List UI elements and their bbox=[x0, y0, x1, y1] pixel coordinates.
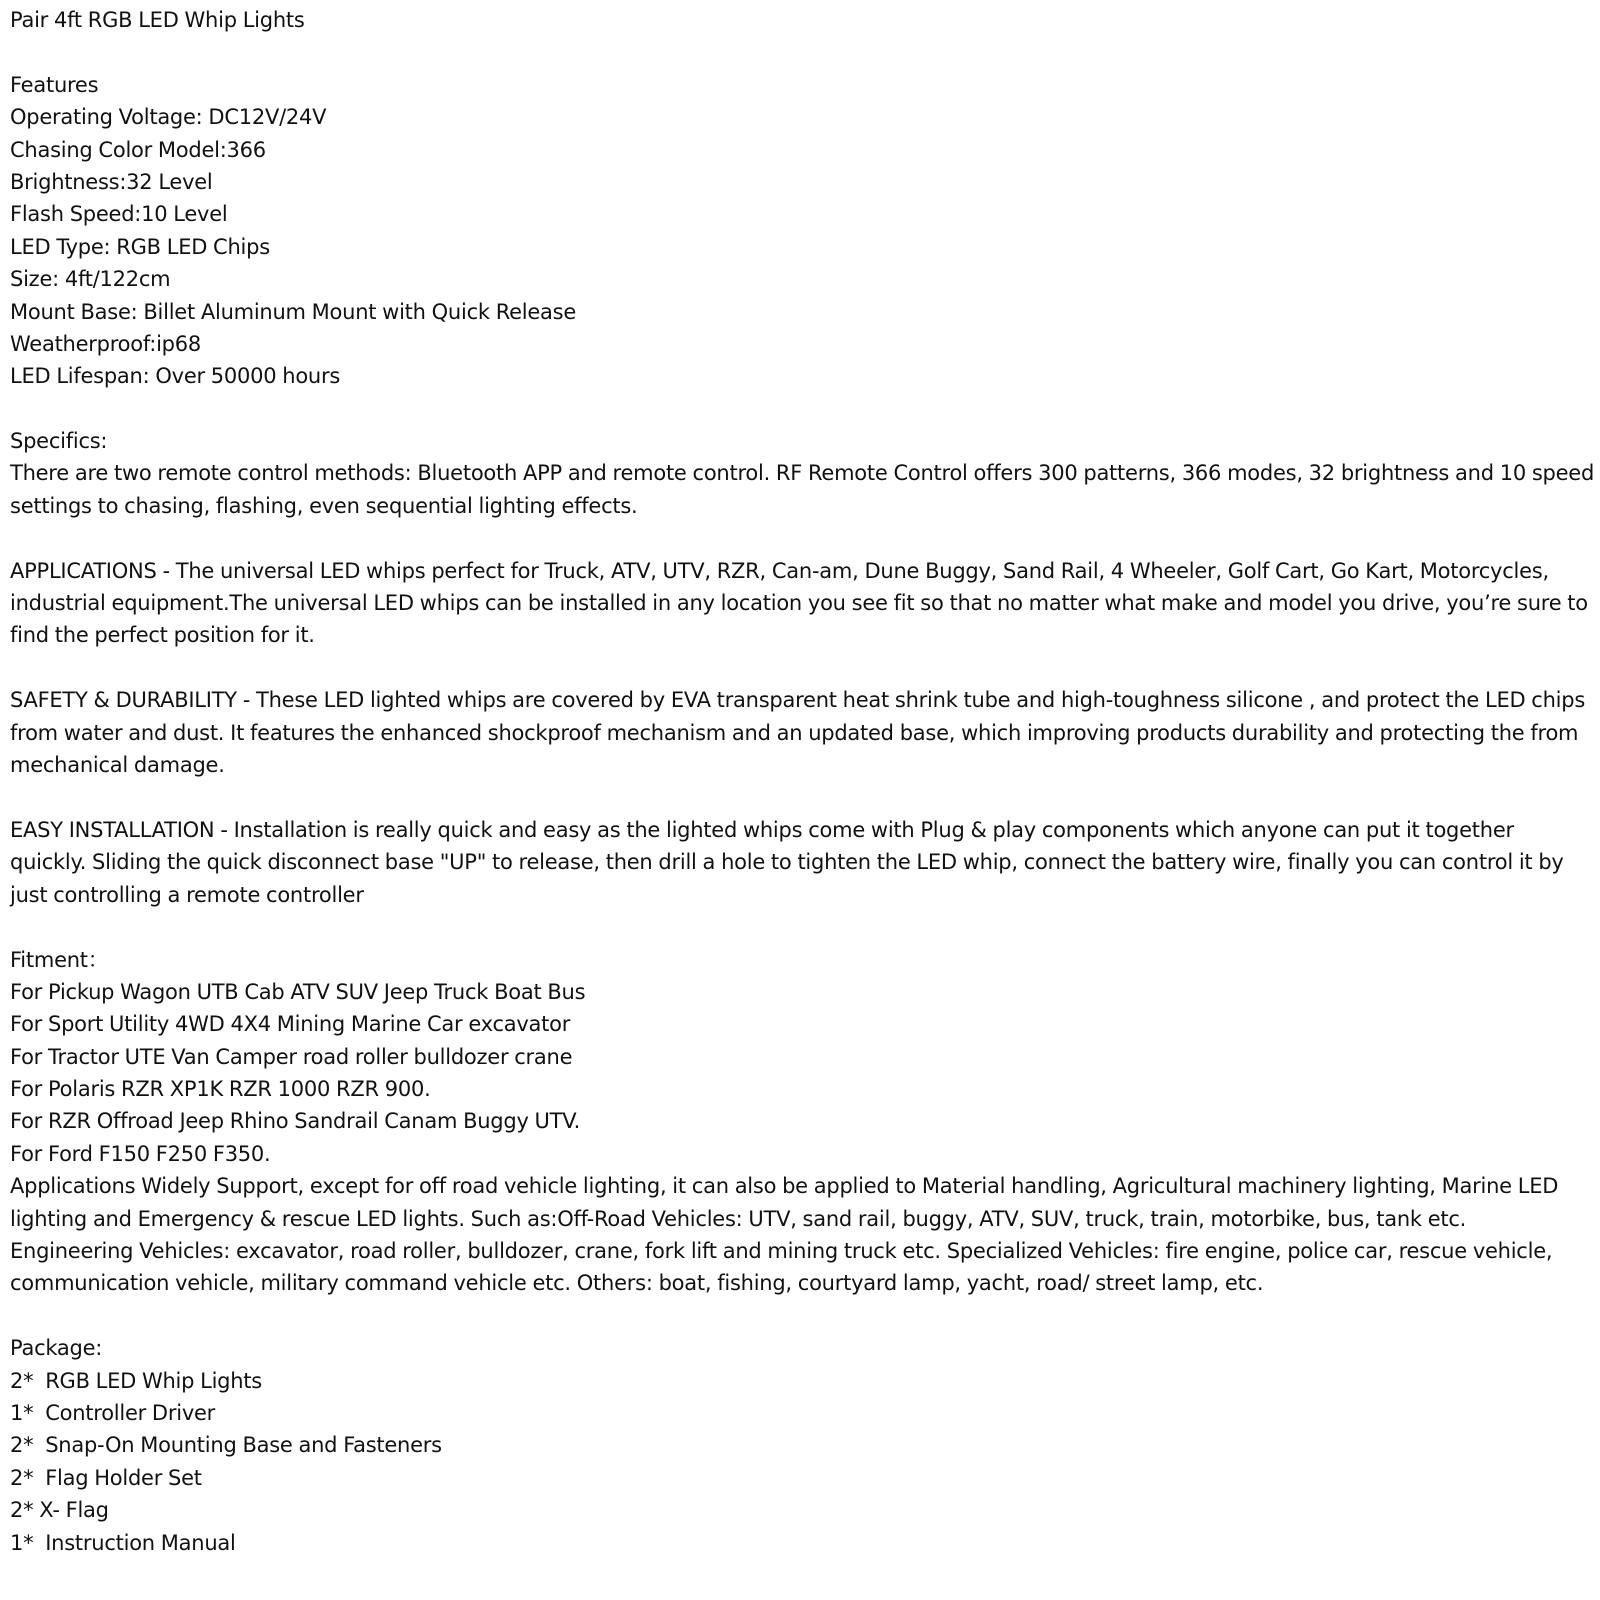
package-heading: Package: bbox=[10, 1336, 103, 1361]
feature-item: Chasing Color Model:366 bbox=[10, 137, 266, 162]
feature-item: Size: 4ft/122cm bbox=[10, 267, 171, 292]
features-heading: Features bbox=[10, 72, 99, 97]
specifics-paragraph: There are two remote control methods: Bluetooth APP and remote control. RF Remote Control offers 300 patterns, 366 modes, 32 brightness and 10 speed settings to chasing, flashing, even sequential lighting effects. bbox=[10, 461, 1595, 518]
package-item: 2* X- Flag bbox=[10, 1498, 109, 1523]
package-item: 2* Flag Holder Set bbox=[10, 1465, 202, 1490]
feature-item: LED Type: RGB LED Chips bbox=[10, 234, 270, 259]
spacer bbox=[10, 393, 1595, 425]
package-item: 1* Instruction Manual bbox=[10, 1530, 236, 1555]
spacer bbox=[10, 1300, 1595, 1332]
fitment-item: For Polaris RZR XP1K RZR 1000 RZR 900. bbox=[10, 1077, 431, 1102]
feature-item: Flash Speed:10 Level bbox=[10, 202, 228, 227]
product-description bbox=[10, 4, 1595, 1559]
fitment-heading: Fitment： bbox=[10, 947, 109, 972]
widely-support-paragraph: Applications Widely Support, except for off road vehicle lighting, it can also be applied to Material handling, Agricultural machinery lighting, Marine LED lighting and Emergency & rescue LED lights. Such as:Off-Road Vehicles: UTV, sand rail, buggy, ATV, SUV, truck, train, motorbike, bus, tank etc. Engineering Vehicles: excavator, road roller, bulldozer, crane, fork lift and mining truck etc. Specialized Vehicles: fire engine, police car, rescue vehicle, communication vehicle, military command vehicle etc. Others: boat, fishing, courtyard lamp, yacht, road/ street lamp, etc. bbox=[10, 1174, 1559, 1296]
spacer bbox=[10, 911, 1595, 943]
specifics-heading: Specifics: bbox=[10, 429, 108, 454]
installation-paragraph: EASY INSTALLATION - Installation is really quick and easy as the lighted whips come with Plug & play components which anyone can put it together quickly. Sliding the quick disconnect base "UP" to release, then drill a hole to tighten the LED whip, connect the battery wire, finally you can control it by just controlling a remote controller bbox=[10, 817, 1564, 907]
fitment-item: For Ford F150 F250 F350. bbox=[10, 1141, 271, 1166]
spacer bbox=[10, 652, 1595, 684]
applications-paragraph: APPLICATIONS - The universal LED whips perfect for Truck, ATV, UTV, RZR, Can-am, Dune Buggy, Sand Rail, 4 Wheeler, Golf Cart, Go Kart, Motorcycles, industrial equipment.The universal LED whips can be installed in any location you see fit so that no matter what make and model you drive, you’re sure to find the perfect position for it. bbox=[10, 558, 1588, 648]
fitment-item: For Tractor UTE Van Camper road roller bulldozer crane bbox=[10, 1044, 573, 1069]
feature-item: LED Lifespan: Over 50000 hours bbox=[10, 364, 341, 389]
package-item: 1* Controller Driver bbox=[10, 1401, 216, 1426]
fitment-item: For RZR Offroad Jeep Rhino Sandrail Canam Buggy UTV. bbox=[10, 1109, 581, 1134]
product-title: Pair 4ft RGB LED Whip Lights bbox=[10, 8, 305, 32]
spacer bbox=[10, 36, 1595, 68]
feature-item: Brightness:32 Level bbox=[10, 169, 213, 194]
package-item: 2* Snap-On Mounting Base and Fasteners bbox=[10, 1433, 442, 1458]
feature-item: Operating Voltage: DC12V/24V bbox=[10, 105, 327, 130]
fitment-item: For Pickup Wagon UTB Cab ATV SUV Jeep Truck Boat Bus bbox=[10, 979, 586, 1004]
fitment-item: For Sport Utility 4WD 4X4 Mining Marine Car excavator bbox=[10, 1012, 571, 1037]
feature-item: Mount Base: Billet Aluminum Mount with Quick Release bbox=[10, 299, 577, 324]
safety-paragraph: SAFETY & DURABILITY - These LED lighted whips are covered by EVA transparent heat shrink tube and high-toughness silicone , and protect the LED chips from water and dust. It features the enhanced shockproof mechanism and an updated base, which improving products durability and protecting the from mechanical damage. bbox=[10, 688, 1586, 778]
spacer bbox=[10, 782, 1595, 814]
spacer bbox=[10, 522, 1595, 554]
package-item: 2* RGB LED Whip Lights bbox=[10, 1368, 262, 1393]
feature-item: Weatherproof:ip68 bbox=[10, 331, 201, 356]
